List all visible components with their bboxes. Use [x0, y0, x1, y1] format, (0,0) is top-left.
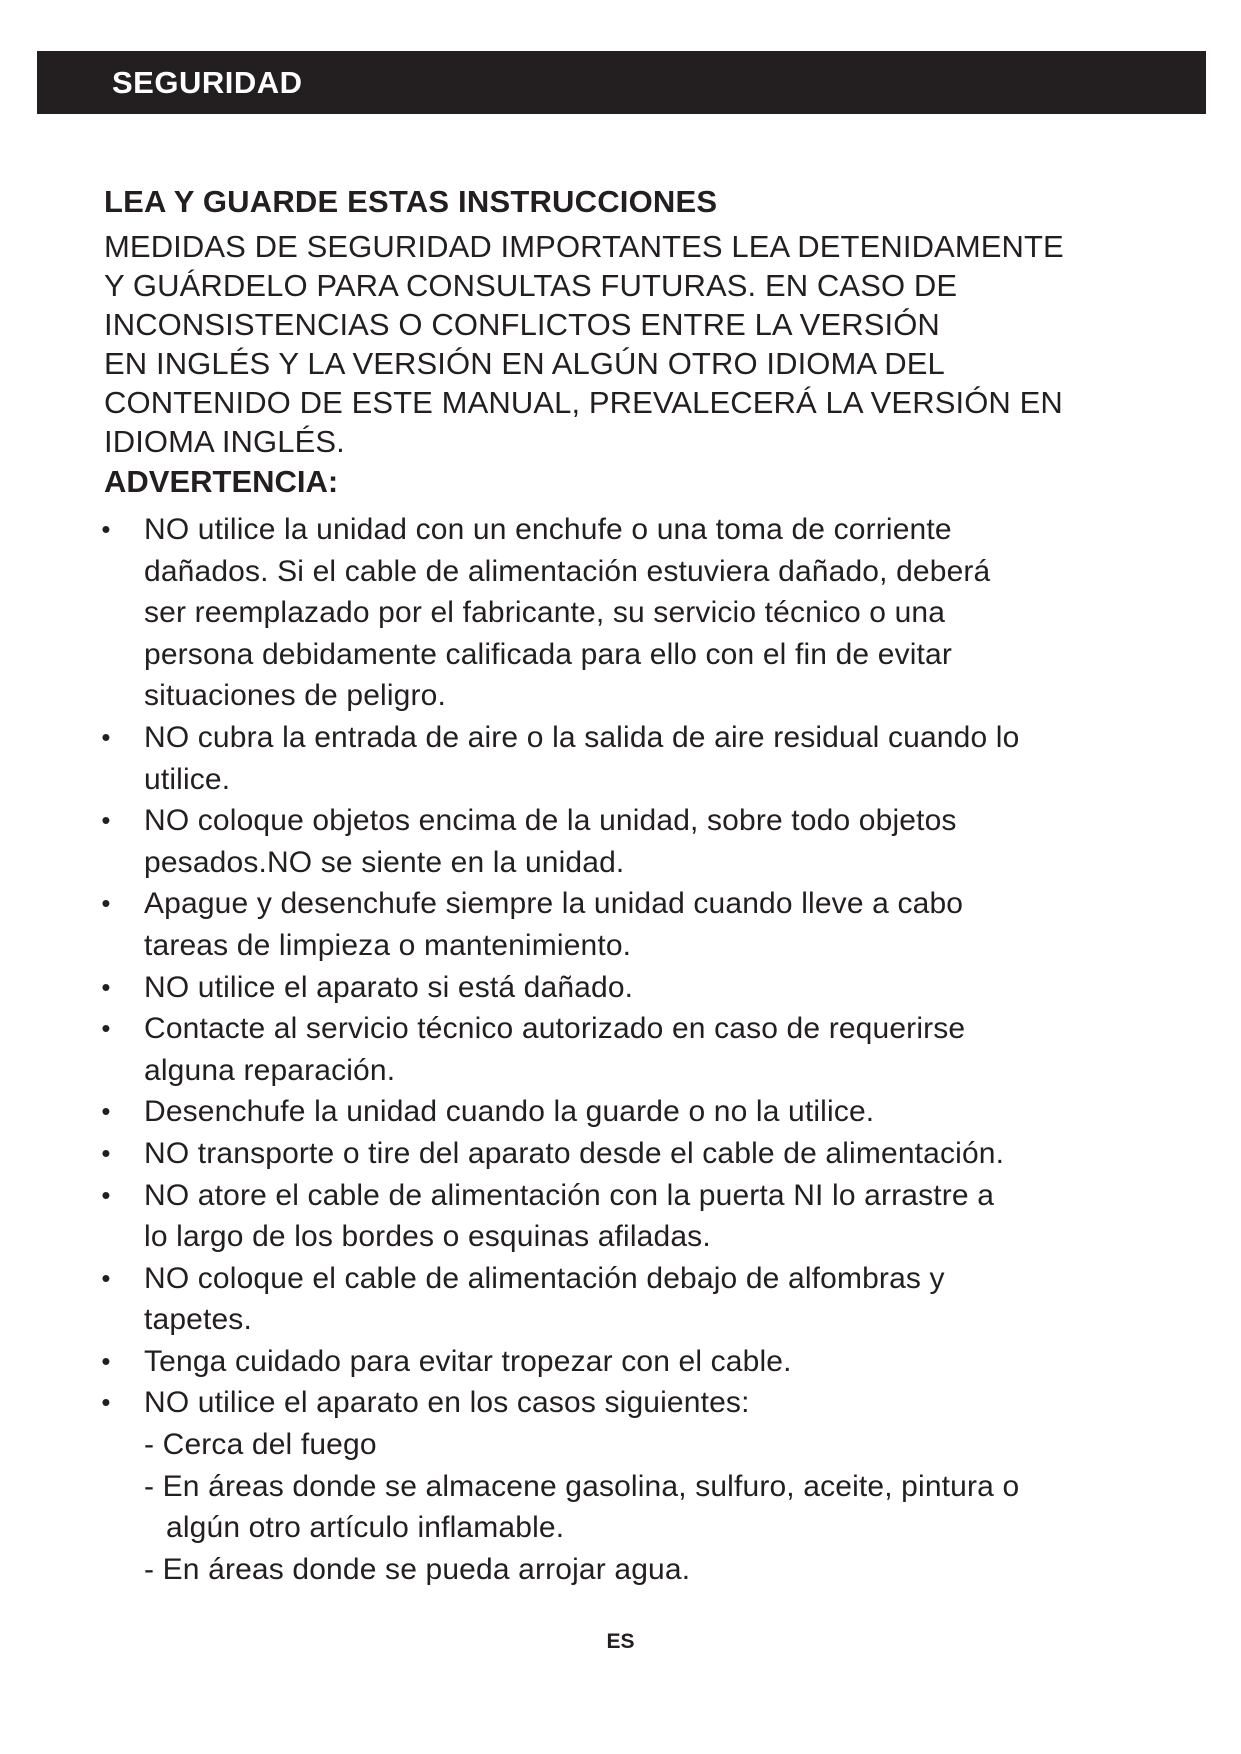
item-line: NO cubra la entrada de aire o la salida de aire residual cuando lo	[144, 720, 1020, 754]
item-line: NO utilice el aparato si está dañado.	[144, 970, 634, 1004]
item-line: NO utilice la unidad con un enchufe o una toma de corriente	[144, 513, 952, 546]
item-line: NO coloque el cable de alimentación debajo de alfombras y	[144, 1261, 945, 1295]
sub-item-line: - Cerca del fuego	[144, 1428, 377, 1462]
item-line: lo largo de los bordes o esquinas afiladas.	[144, 1220, 711, 1254]
item-line: persona debidamente calificada para ello con el fin de evitar	[144, 637, 952, 671]
item-line: situaciones de peligro.	[144, 679, 446, 713]
bullet-icon: •	[101, 1345, 111, 1376]
bullet-icon: •	[101, 1262, 111, 1293]
bullet-icon: •	[101, 1013, 111, 1044]
item-line: Apague y desenchufe siempre la unidad cuando lleve a cabo	[144, 887, 964, 921]
intro-line: INCONSISTENCIAS O CONFLICTOS ENTRE LA VERSIÓN	[104, 307, 940, 342]
list-item	[96, 1091, 1156, 1133]
item-line: utilice.	[144, 762, 231, 796]
item-line: NO coloque objetos encima de la unidad, sobre todo objetos	[144, 804, 957, 838]
item-line: dañados. Si el cable de alimentación estuviera dañado, deberá	[144, 554, 991, 588]
bullet-icon: •	[101, 1179, 111, 1210]
sub-item-line: - En áreas donde se almacene gasolina, sulfuro, aceite, pintura o	[144, 1469, 1020, 1503]
intro-line: MEDIDAS DE SEGURIDAD IMPORTANTES LEA DETENIDAMENTE	[104, 229, 1064, 264]
intro-line: Y GUÁRDELO PARA CONSULTAS FUTURAS. EN CASO DE	[104, 268, 958, 303]
intro-paragraph	[104, 227, 1144, 461]
sub-item	[144, 1466, 1156, 1549]
item-line: alguna reparación.	[144, 1053, 396, 1087]
section-header-bar	[37, 51, 1206, 114]
bullet-icon: •	[101, 514, 111, 544]
page-language-label: ES	[606, 1630, 635, 1653]
document-content	[101, 181, 1144, 1590]
item-line: NO utilice el aparato en los casos siguientes:	[144, 1386, 750, 1420]
warning-list	[96, 509, 1156, 1590]
list-item	[96, 1382, 1156, 1590]
intro-line: EN INGLÉS Y LA VERSIÓN EN ALGÚN OTRO IDIOMA DEL	[104, 346, 945, 381]
section-title: SEGURIDAD	[112, 64, 303, 100]
list-item	[96, 800, 1156, 883]
bullet-icon: •	[101, 1137, 111, 1168]
bullet-icon: •	[101, 1387, 111, 1418]
sub-item	[144, 1424, 1156, 1466]
list-item	[96, 1008, 1156, 1091]
item-line: ser reemplazado por el fabricante, su servicio técnico o una	[144, 596, 946, 630]
list-item	[96, 967, 1156, 1009]
item-line: NO atore el cable de alimentación con la puerta NI lo arrastre a	[144, 1178, 995, 1212]
sub-item	[144, 1549, 1156, 1591]
sub-item-line: algún otro artículo inflamable.	[166, 1511, 565, 1545]
warning-title: ADVERTENCIA:	[104, 464, 339, 499]
list-item	[96, 1175, 1156, 1258]
list-item	[96, 509, 1156, 717]
list-item	[96, 883, 1156, 966]
item-line: NO transporte o tire del aparato desde el cable de alimentación.	[144, 1136, 1005, 1170]
list-item	[96, 717, 1156, 800]
list-item	[96, 1341, 1156, 1383]
list-item	[96, 1258, 1156, 1341]
intro-line: IDIOMA INGLÉS.	[104, 424, 345, 459]
list-item	[96, 1133, 1156, 1175]
intro-line: CONTENIDO DE ESTE MANUAL, PREVALECERÁ LA VERSIÓN EN	[104, 385, 1063, 420]
bullet-icon: •	[101, 971, 111, 1002]
item-line: Tenga cuidado para evitar tropezar con el cable.	[144, 1344, 792, 1378]
bullet-icon: •	[101, 805, 111, 836]
item-line: Desenchufe la unidad cuando la guarde o no la utilice.	[144, 1095, 875, 1129]
sub-item-line: - En áreas donde se pueda arrojar agua.	[144, 1552, 691, 1586]
item-line: tapetes.	[144, 1303, 252, 1337]
item-line: tareas de limpieza o mantenimiento.	[144, 928, 632, 962]
item-line: Contacte al servicio técnico autorizado en caso de requerirse	[144, 1012, 966, 1046]
item-line: pesados.NO se siente en la unidad.	[144, 845, 625, 879]
bullet-icon: •	[101, 721, 111, 752]
main-title: LEA Y GUARDE ESTAS INSTRUCCIONES	[104, 184, 718, 219]
bullet-icon: •	[101, 888, 111, 919]
bullet-icon: •	[101, 1096, 111, 1127]
